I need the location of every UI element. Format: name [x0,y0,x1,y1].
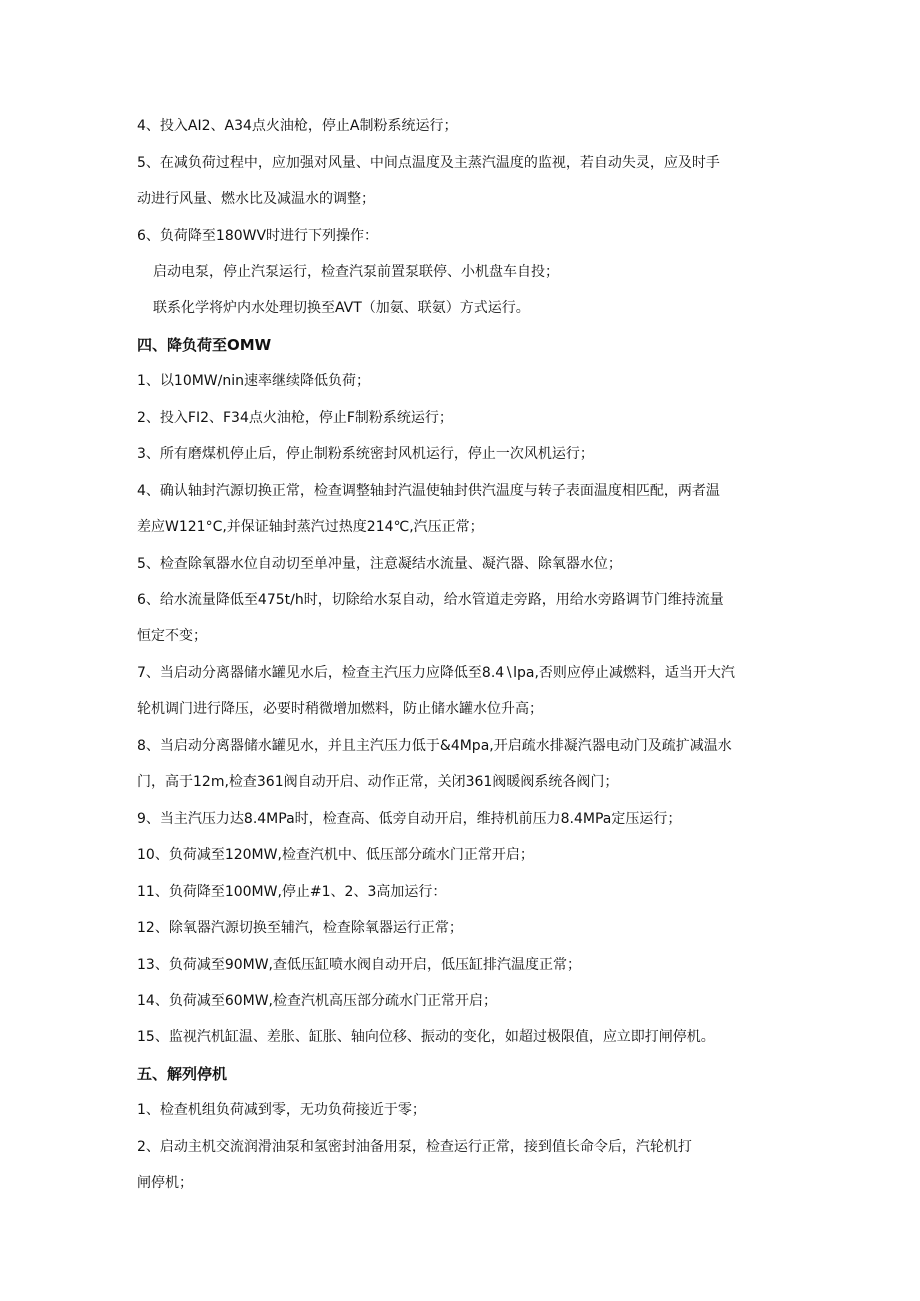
step-b10: 10、负荷减至120MW,检查汽机中、低压部分疏水门正常开启； [137,847,534,863]
step-b11: 11、负荷降至100MW,停止#1、2、3高加运行： [137,884,447,900]
step-b6-line1: 6、给水流量降低至475t∕h时，切除给水泵自动，给水管道走旁路，用给水旁路调节门维持流量 [137,592,724,608]
step-b7-line1: 7、当启动分离器储水罐见水后，检查主汽压力应降低至8.4∖lpa,否则应停止减燃料，适当开大汽 [137,665,735,681]
step-b4-line2: 差应W121°C,并保证轴封蒸汽过热度214℃,汽压正常； [137,519,484,535]
step-b5: 5、检查除氧器水位自动切至单冲量，注意凝结水流量、凝汽器、除氧器水位； [137,556,622,572]
step-c1: 1、检查机组负荷减到零，无功负荷接近于零； [137,1102,426,1118]
step-b2: 2、投入FI2、F34点火油枪，停止F制粉系统运行； [137,410,453,426]
step-b14: 14、负荷减至60MW,检查汽机高压部分疏水门正常开启； [137,993,497,1009]
step-b8-line1: 8、当启动分离器储水罐见水，并且主汽压力低于&4Mpa,开启疏水排凝汽器电动门及疏扩减温水 [137,738,732,754]
step-a5-line1: 5、在减负荷过程中，应加强对风量、中间点温度及主蒸汽温度的监视，若自动失灵，应及时手 [137,155,720,171]
step-a4: 4、投入AI2、A34点火油枪，停止A制粉系统运行； [137,118,458,134]
step-a6-sub1: 启动电泵，停止汽泵运行，检查汽泵前置泵联停、小机盘车自投； [153,264,559,280]
step-b9: 9、当主汽压力达8.4MPa时，检查高、低旁自动开启，维持机前压力8.4MPa定压运行； [137,811,682,827]
step-b13: 13、负荷减至90MW,查低压缸喷水阀自动开启，低压缸排汽温度正常； [137,957,581,973]
section-heading-4: 四、降负荷至OMW [137,336,272,354]
step-b4-line1: 4、确认轴封汽源切换正常，检查调整轴封汽温使轴封供汽温度与转子表面温度相匹配，两者温 [137,483,720,499]
step-b15: 15、监视汽机缸温、差胀、缸胀、轴向位移、振动的变化，如超过极限值，应立即打闸停机。 [137,1029,715,1045]
section-heading-5: 五、解列停机 [137,1065,228,1083]
step-a6-sub2: 联系化学将炉内水处理切换至AVT（加氨、联氨）方式运行。 [153,300,530,316]
step-b8-line2: 门，高于12m,检查361阀自动开启、动作正常，关闭361阀暖阀系统各阀门； [137,774,619,790]
step-b12: 12、除氧器汽源切换至辅汽，检查除氧器运行正常； [137,920,463,936]
step-a5-line2: 动进行风量、燃水比及减温水的调整； [137,191,375,207]
step-b7-line2: 轮机调门进行降压，必要时稍微增加燃料，防止储水罐水位升高； [137,701,543,717]
step-b3: 3、所有磨煤机停止后，停止制粉系统密封风机运行，停止一次风机运行； [137,446,594,462]
step-b6-line2: 恒定不变； [137,628,207,644]
step-b1: 1、以10MW∕nin速率继续降低负荷； [137,373,370,389]
step-c2-line1: 2、启动主机交流润滑油泵和氢密封油备用泵，检查运行正常，接到值长命令后，汽轮机打 [137,1139,692,1155]
step-a6: 6、负荷降至180WV时进行下列操作： [137,228,379,244]
step-c2-line2: 闸停机； [137,1175,193,1191]
